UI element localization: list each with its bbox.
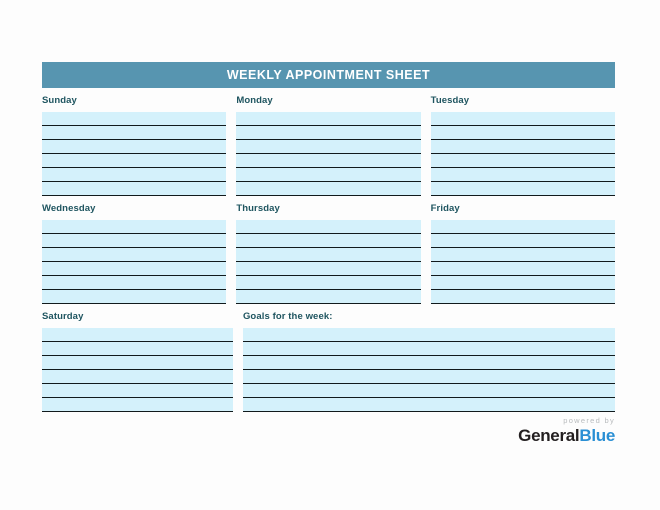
appointment-line[interactable] [431, 181, 615, 195]
appointment-line[interactable] [42, 139, 226, 153]
day-label: Sunday [42, 95, 77, 106]
appointment-line[interactable] [42, 383, 233, 397]
day-sections-container [42, 95, 615, 412]
column-gap [421, 203, 431, 304]
appointment-line[interactable] [243, 383, 615, 397]
appointment-line[interactable] [236, 275, 420, 289]
day-block-goals-for-the-week [243, 311, 615, 412]
day-block-thursday [236, 203, 420, 304]
day-section-row [42, 203, 615, 304]
writing-lines [431, 220, 615, 304]
appointment-line[interactable] [236, 139, 420, 153]
appointment-line[interactable] [431, 139, 615, 153]
appointment-line[interactable] [42, 369, 233, 383]
day-label: Thursday [236, 203, 280, 214]
appointment-line[interactable] [431, 247, 615, 261]
appointment-line[interactable] [236, 181, 420, 195]
appointment-line[interactable] [431, 289, 615, 303]
appointment-line[interactable] [431, 125, 615, 139]
appointment-line[interactable] [42, 167, 226, 181]
appointment-line[interactable] [42, 261, 226, 275]
appointment-line[interactable] [236, 261, 420, 275]
day-label: Saturday [42, 311, 84, 322]
appointment-line[interactable] [42, 289, 226, 303]
day-label: Monday [236, 95, 273, 106]
column-gap [226, 95, 236, 196]
appointment-sheet [42, 62, 615, 412]
day-label: Friday [430, 203, 460, 214]
appointment-line[interactable] [431, 167, 615, 181]
appointment-line[interactable] [236, 247, 420, 261]
writing-lines [243, 328, 615, 412]
appointment-line[interactable] [42, 233, 226, 247]
appointment-line[interactable] [42, 112, 226, 125]
writing-lines [236, 220, 420, 304]
appointment-line[interactable] [236, 112, 420, 125]
day-block-monday [236, 95, 420, 196]
page-title: WEEKLY APPOINTMENT SHEET [226, 68, 431, 82]
day-block-friday [431, 203, 615, 304]
appointment-line[interactable] [236, 220, 420, 233]
logo-word-general: General [518, 426, 580, 445]
appointment-line[interactable] [42, 275, 226, 289]
sheet-header-bar [42, 62, 615, 88]
appointment-line[interactable] [243, 355, 615, 369]
appointment-line[interactable] [431, 112, 615, 125]
column-gap [233, 311, 243, 412]
day-block-tuesday [431, 95, 615, 196]
appointment-line[interactable] [42, 397, 233, 411]
appointment-line[interactable] [42, 181, 226, 195]
appointment-line[interactable] [431, 233, 615, 247]
day-label: Tuesday [430, 95, 470, 106]
footer-branding [42, 416, 615, 446]
generalblue-logo [42, 426, 615, 446]
writing-lines [236, 112, 420, 196]
appointment-line[interactable] [431, 153, 615, 167]
appointment-line[interactable] [42, 125, 226, 139]
day-section-row [42, 95, 615, 196]
appointment-line[interactable] [42, 328, 233, 341]
day-block-wednesday [42, 203, 226, 304]
appointment-line[interactable] [243, 397, 615, 411]
appointment-line[interactable] [431, 261, 615, 275]
powered-by-label: powered by [563, 416, 615, 425]
appointment-line[interactable] [236, 289, 420, 303]
column-gap [421, 95, 431, 196]
day-label: Goals for the week: [242, 311, 333, 322]
writing-lines [42, 112, 226, 196]
appointment-line[interactable] [42, 247, 226, 261]
appointment-line[interactable] [243, 328, 615, 341]
appointment-line[interactable] [236, 153, 420, 167]
writing-lines [42, 220, 226, 304]
appointment-line[interactable] [243, 341, 615, 355]
appointment-line[interactable] [431, 220, 615, 233]
appointment-line[interactable] [42, 153, 226, 167]
logo-word-blue: Blue [579, 426, 615, 445]
day-block-saturday [42, 311, 233, 412]
appointment-line[interactable] [236, 167, 420, 181]
day-section-row [42, 311, 615, 412]
appointment-line[interactable] [236, 125, 420, 139]
appointment-line[interactable] [431, 275, 615, 289]
day-label: Wednesday [42, 203, 96, 214]
appointment-line[interactable] [42, 341, 233, 355]
column-gap [226, 203, 236, 304]
appointment-line[interactable] [42, 220, 226, 233]
appointment-line[interactable] [243, 369, 615, 383]
writing-lines [431, 112, 615, 196]
appointment-line[interactable] [236, 233, 420, 247]
appointment-line[interactable] [42, 355, 233, 369]
writing-lines [42, 328, 233, 412]
day-block-sunday [42, 95, 226, 196]
